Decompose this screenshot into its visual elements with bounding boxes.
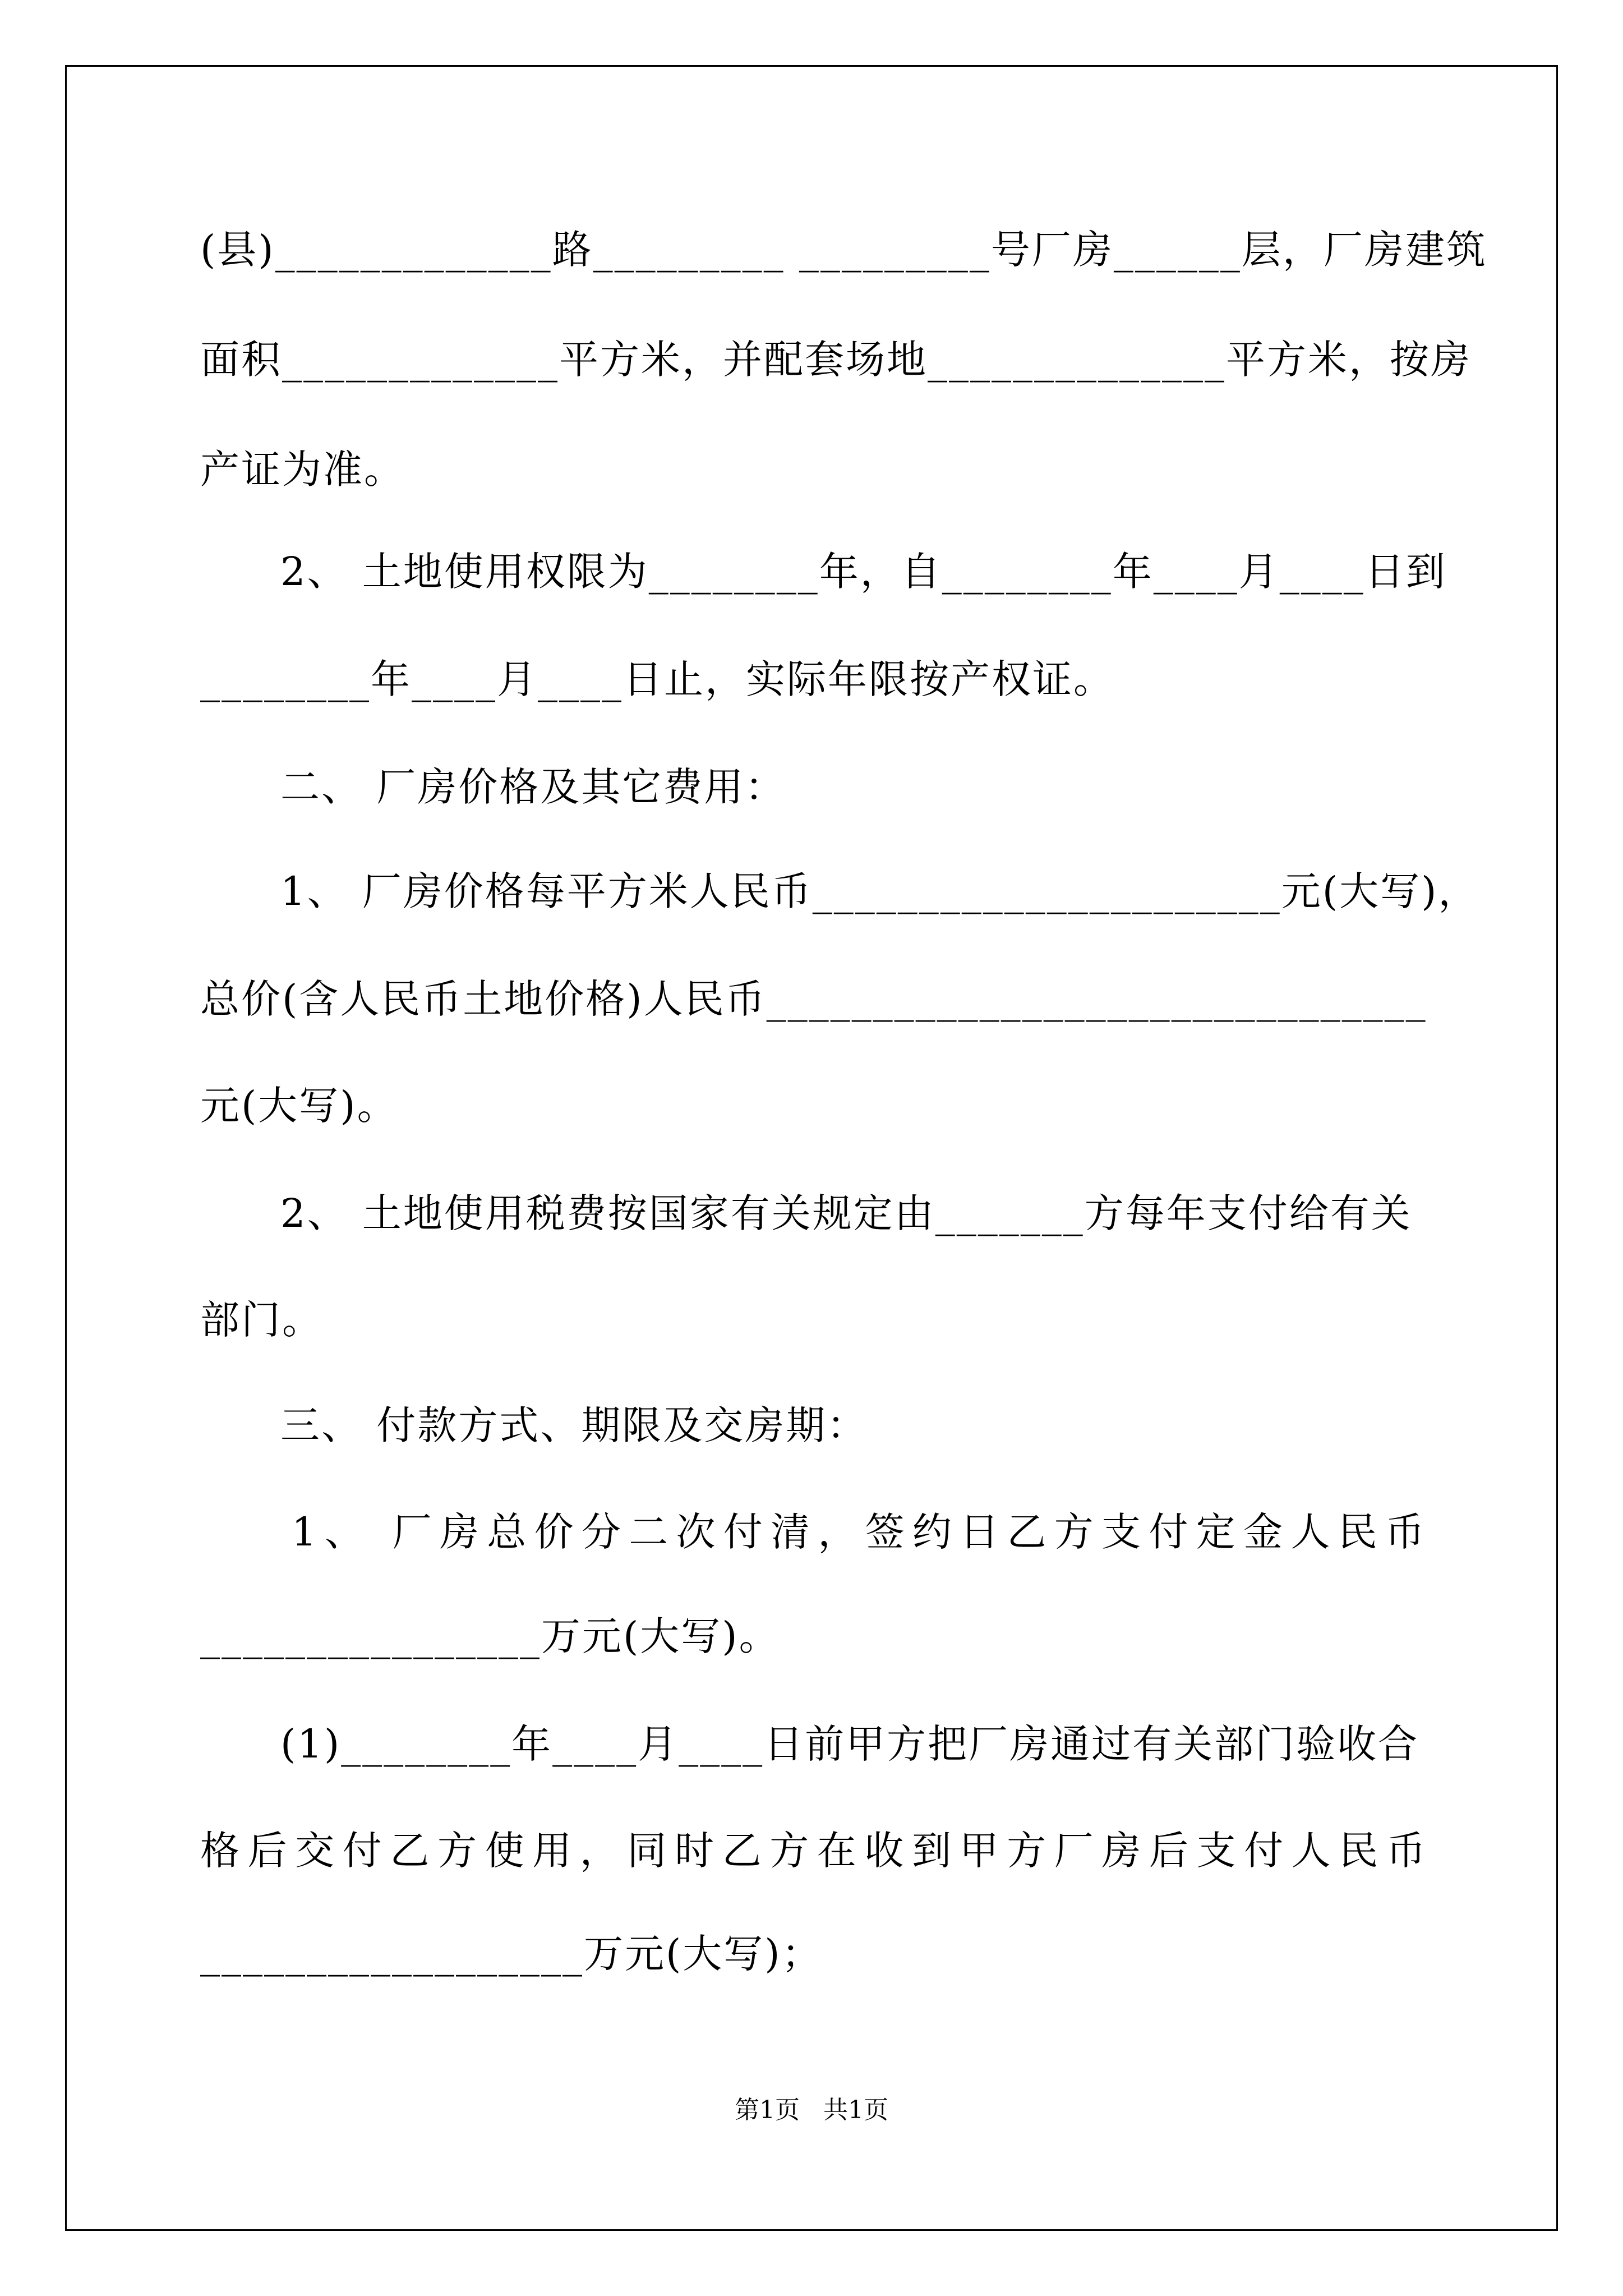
text-line-16: 格后交付乙方使用，同时乙方在收到甲方厂房后支付人民币: [200, 1828, 1426, 1874]
text-line-17: __________________万元(大写)；: [200, 1931, 823, 1977]
text-line-9: 元(大写)。: [200, 1083, 398, 1129]
text-line-15: (1)________年____月____日前甲方把厂房通过有关部门验收合: [280, 1721, 1419, 1767]
text-line-8: 总价(含人民币土地价格)人民币_______________________________: [200, 976, 1427, 1022]
text-line-7: 1、 厂房价格每平方米人民币______________________元(大写)，: [280, 868, 1479, 914]
text-line-1: (县)_____________路_________ _________号厂房______层，厂房建筑: [200, 227, 1487, 273]
section-heading-3: 三、 付款方式、期限及交房期：: [280, 1402, 868, 1448]
section-heading-2: 二、 厂房价格及其它费用：: [280, 764, 786, 810]
page-border: [65, 65, 1558, 2231]
text-line-13: 1、 厂房总价分二次付清，签约日乙方支付定金人民币: [292, 1509, 1424, 1555]
text-line-2: 面积_____________平方米，并配套场地______________平方米，按房: [200, 337, 1472, 383]
text-line-5: ________年____月____日止，实际年限按产权证。: [200, 656, 1114, 702]
page-number-footer: 第1页 共1页: [735, 2096, 888, 2124]
text-line-3: 产证为准。: [200, 447, 405, 493]
text-line-14: ________________万元(大写)。: [200, 1613, 780, 1659]
text-line-11: 部门。: [200, 1297, 323, 1343]
text-line-4: 2、 土地使用权限为________年，自________年____月____日到: [280, 549, 1447, 595]
text-line-10: 2、 土地使用税费按国家有关规定由_______方每年支付给有关: [280, 1190, 1412, 1236]
